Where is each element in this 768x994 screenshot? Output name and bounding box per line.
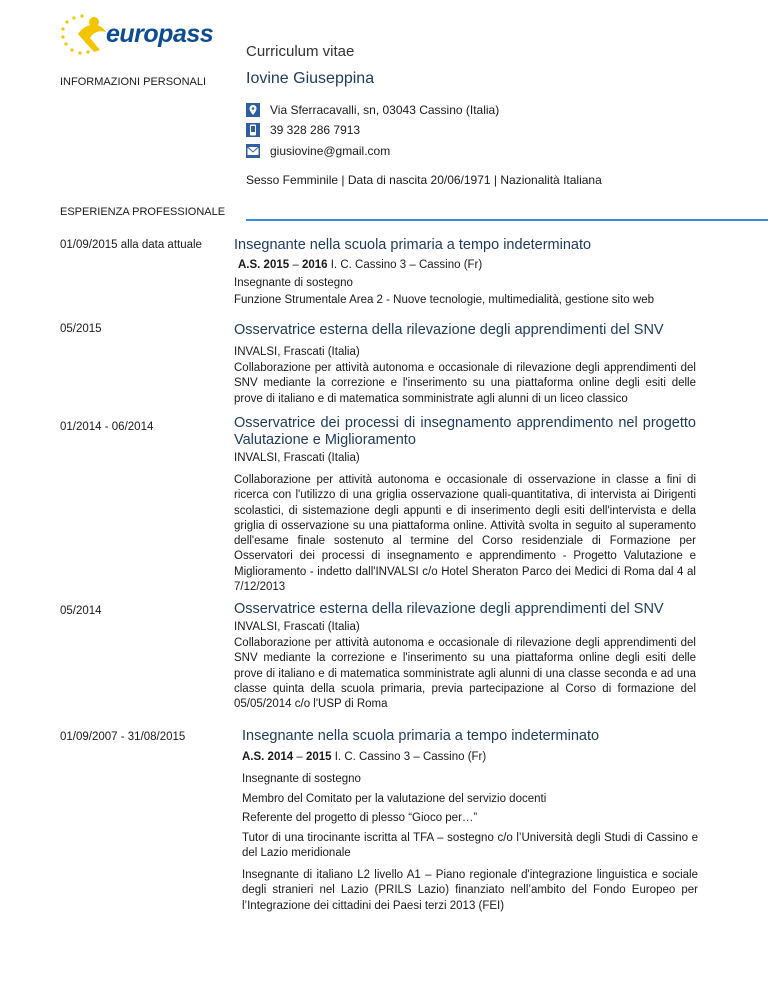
entry-organization: INVALSI, Frascati (Italia) (234, 621, 360, 633)
entry-year-end: 2016 (301, 259, 328, 271)
mobile-phone-icon (246, 123, 260, 137)
entry-year: A.S. 2014 (242, 751, 294, 763)
entry-title: Osservatrice esterna della rilevazione degli apprendimenti del SNV (234, 322, 664, 338)
location-pin-icon (246, 103, 260, 117)
entry-title: Insegnante nella scuola primaria a tempo indeterminato (242, 728, 600, 744)
section-divider (246, 219, 768, 221)
personal-info-label: INFORMAZIONI PERSONALI (60, 76, 207, 88)
entry-description: Collaborazione per attività autonoma e occasionale di rilevazione degli apprendimenti del SNV mediante la correzione e l'inserimento su una piattaforma online degli esiti delle prove di italiano e di matematica somministrate agli alunni di una classe seconda e ad una classe quinta della scuola primaria, previa partecipazione al Corso di formazione del 05/05/2014 c/o l'USP di Roma (234, 637, 696, 711)
phone-row (246, 121, 360, 139)
entry-organization: INVALSI, Frascati (Italia) (234, 346, 360, 358)
entry-title: Osservatrice dei processi di insegnamento apprendimento nel progetto Valutazione e Miglioramento (234, 415, 696, 448)
entry-year: A.S. 2015 (238, 259, 290, 271)
entry-year-dash: – (289, 259, 302, 271)
personal-details: Sesso Femminile | Data di nascita 20/06/1971 | Nazionalità Italiana (246, 173, 602, 187)
candidate-name: Iovine Giuseppina (246, 70, 375, 87)
experience-section-label: ESPERIENZA PROFESSIONALE (60, 206, 226, 218)
entry-description: Collaborazione per attività autonoma e occasionale di rilevazione degli apprendimenti del SNV mediante la correzione e l'inserimento su una piattaforma online degli esiti delle prove di italiano e di matematica somministrate agli alunni di un liceo classico (234, 362, 696, 405)
entry-line: Insegnante di sostegno (242, 773, 361, 785)
entry-year-dash: – (293, 751, 306, 763)
entry-year-end: 2015 (305, 751, 332, 763)
email-text[interactable]: giusiovine@gmail.com (270, 144, 391, 158)
entry-organization: INVALSI, Frascati (Italia) (234, 452, 360, 464)
entry-employer (238, 258, 482, 273)
entry-employer-name: I. C. Cassino 3 – Cassino (Fr) (327, 259, 483, 271)
entry-title: Insegnante nella scuola primaria a tempo indeterminato (234, 237, 592, 253)
email-envelope-icon (246, 144, 260, 158)
entry-employer-name: I. C. Cassino 3 – Cassino (Fr) (331, 751, 487, 763)
email-row (246, 142, 390, 160)
document-title: Curriculum vitae (246, 43, 355, 60)
entry-date: 05/2014 (60, 605, 102, 617)
entry-line: Insegnante di italiano L2 livello A1 – Piano regionale d'integrazione linguistica e sociale degli stranieri nel Lazio (PRILS Lazio) finanziato nell’ambito del Fondo Europeo per l’Integrazione dei cittadini dei Paesi terzi 2013 (FEI) (242, 869, 698, 912)
entry-line: Funzione Strumentale Area 2 - Nuove tecnologie, multimedialità, gestione sito web (234, 294, 654, 306)
entry-title: Osservatrice esterna della rilevazione degli apprendimenti del SNV (234, 601, 664, 617)
address-row (246, 101, 499, 119)
logo-text: europass (106, 20, 214, 48)
entry-date: 01/09/2015 alla data attuale (60, 239, 202, 251)
entry-date: 01/2014 - 06/2014 (60, 421, 154, 433)
entry-line: Tutor di una tirocinante iscritta al TFA – sostegno c/o l’Università degli Studi di Cassino e del Lazio meridionale (242, 832, 698, 860)
entry-line: Membro del Comitato per la valutazione del servizio docenti (242, 793, 547, 805)
entry-line: Insegnante di sostegno (234, 277, 353, 289)
entry-employer (242, 750, 486, 765)
phone-text: 39 328 286 7913 (270, 123, 361, 137)
entry-date: 01/09/2007 - 31/08/2015 (60, 731, 186, 743)
address-text: Via Sferracavalli, sn, 03043 Cassino (Italia) (270, 103, 500, 117)
entry-line: Referente del progetto di plesso “Gioco per…” (242, 812, 478, 824)
entry-date: 05/2015 (60, 323, 102, 335)
entry-description: Collaborazione per attività autonoma e occasionale di osservazione in classe a fini di ricerca con l'utilizzo di una griglia osservazione quali-quantitativa, di intervista ai Dirigenti scolastici, di sistemazione degli appunti e di inserimento degli esiti dell'intervista e della griglia di osservazione su una piattaforma online. Attività svolta in seguito al superamento dell'esame finale sostenuto al termine del Corso residenziale di Formazione per Osservatori dei processi di insegnamento e apprendimento - Progetto Valutazione e Miglioramento - indetto dall'INVALSI c/o Hotel Sheraton Parco dei Medici di Roma dal 4 al 7/12/2013 (234, 474, 696, 594)
